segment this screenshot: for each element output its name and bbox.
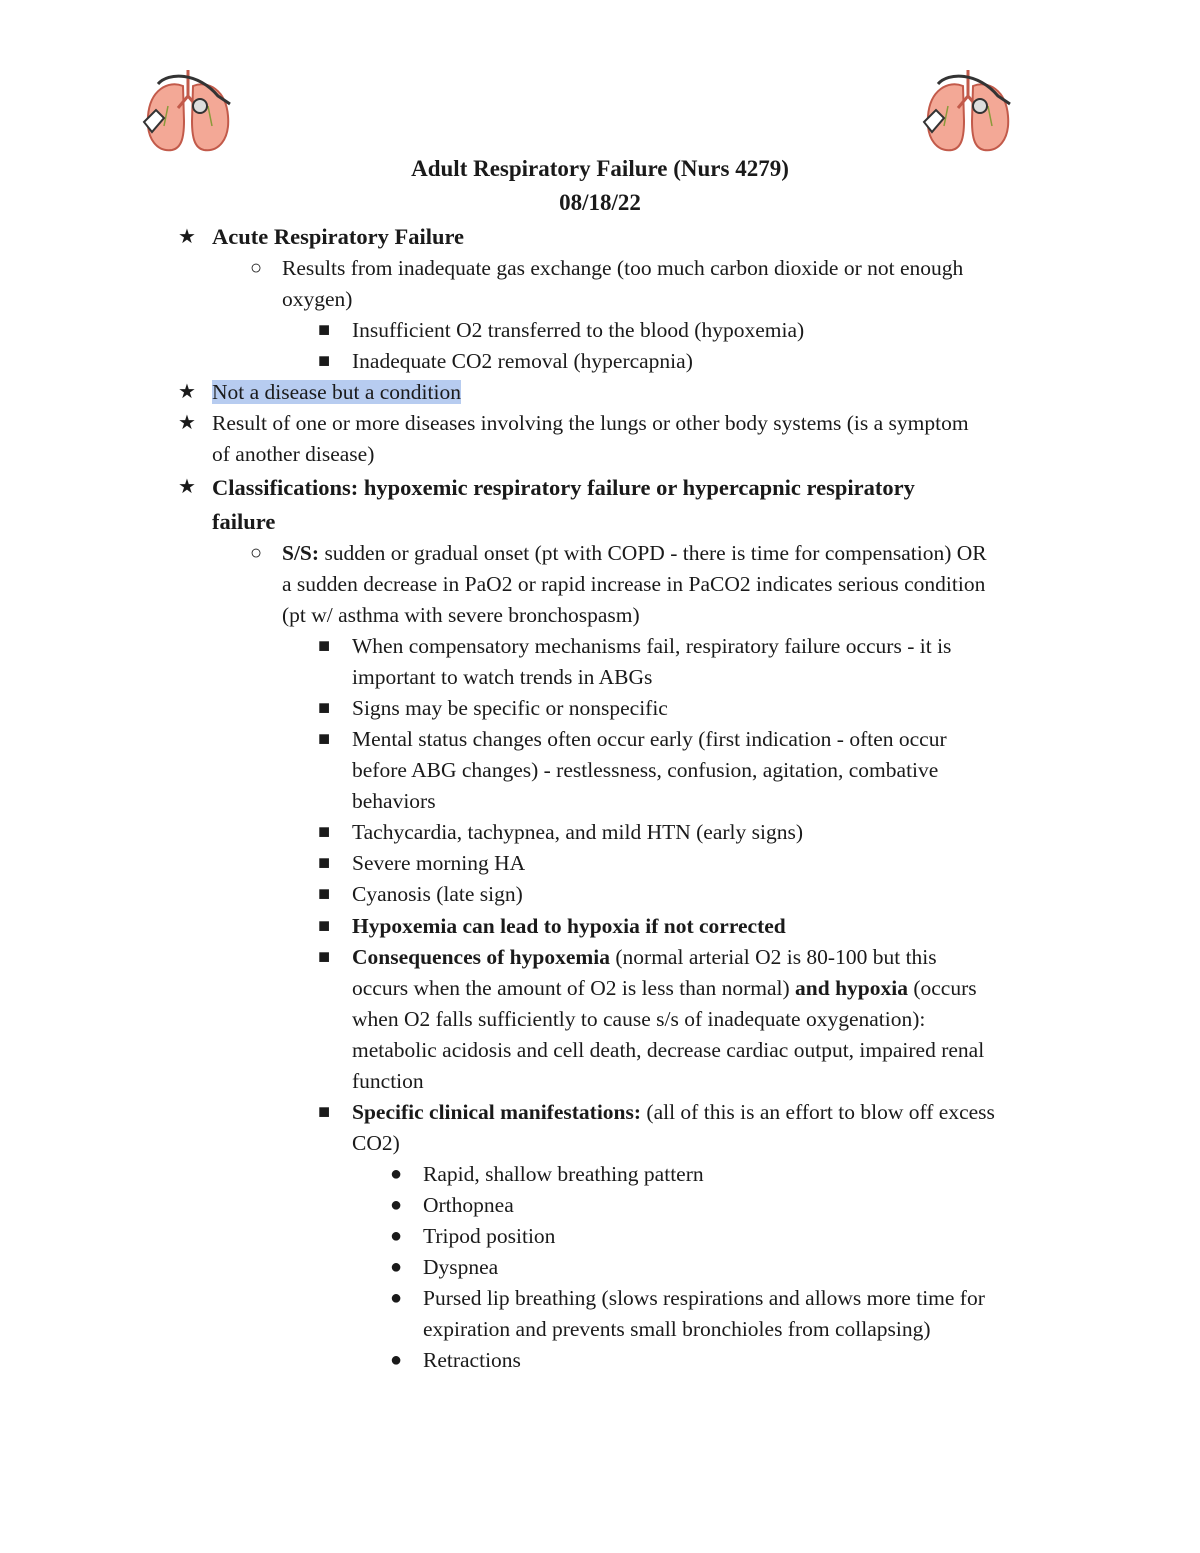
section-heading: failure [212, 509, 276, 534]
note-line: Mental status changes often occur early (first indication - often occur [352, 727, 947, 751]
square-bullet: ■ [318, 946, 331, 968]
note-line: Tachycardia, tachypnea, and mild HTN (early signs) [352, 820, 804, 844]
note-text: (all of this is an effort to blow off excess [646, 1100, 995, 1124]
square-bullet: ■ [318, 883, 331, 905]
ss-label: S/S: [282, 541, 320, 565]
note-text: sudden or gradual onset (pt with COPD - there is time for compensation) OR [324, 541, 987, 565]
disc-bullet: ● [390, 1349, 403, 1371]
lungs-icon [918, 66, 1018, 158]
page-title: Adult Respiratory Failure (Nurs 4279) [411, 156, 789, 181]
note-line: Dyspnea [423, 1255, 499, 1279]
circle-bullet: ○ [250, 257, 263, 279]
star-bullet: ★ [178, 381, 196, 403]
square-bullet: ■ [318, 350, 331, 372]
note-text: (occurs [913, 976, 977, 1000]
note-line: Insufficient O2 transferred to the blood (hypoxemia) [352, 318, 805, 342]
note-line: of another disease) [212, 442, 375, 466]
note-line: function [352, 1069, 424, 1093]
note-line: important to watch trends in ABGs [352, 665, 653, 689]
bold-text: Consequences of hypoxemia [352, 945, 611, 969]
square-bullet: ■ [318, 821, 331, 843]
note-line: Orthopnea [423, 1193, 514, 1217]
star-bullet: ★ [178, 412, 196, 434]
bold-text: and hypoxia [795, 976, 908, 1000]
note-line: Tripod position [423, 1224, 556, 1248]
section-heading: Classifications: hypoxemic respiratory failure or hypercapnic respiratory [212, 475, 915, 500]
star-bullet: ★ [178, 476, 196, 498]
note-line: when O2 falls sufficiently to cause s/s of inadequate oxygenation): [352, 1007, 926, 1031]
disc-bullet: ● [390, 1163, 403, 1185]
star-bullet: ★ [178, 226, 196, 248]
circle-bullet: ○ [250, 542, 263, 564]
disc-bullet: ● [390, 1287, 403, 1309]
note-line: Pursed lip breathing (slows respirations and allows more time for [423, 1286, 985, 1310]
note-text: (normal arterial O2 is 80-100 but this [615, 945, 937, 969]
note-line: metabolic acidosis and cell death, decrease cardiac output, impaired renal [352, 1038, 985, 1062]
page-date: 08/18/22 [559, 190, 641, 215]
lungs-icon [138, 66, 238, 158]
bold-text: Specific clinical manifestations: [352, 1100, 642, 1124]
note-line: behaviors [352, 789, 436, 813]
square-bullet: ■ [318, 728, 331, 750]
highlighted-text: Not a disease but a condition [212, 380, 461, 404]
note-line: expiration and prevents small bronchioles from collapsing) [423, 1317, 931, 1341]
note-line: Signs may be specific or nonspecific [352, 696, 668, 720]
disc-bullet: ● [390, 1256, 403, 1278]
note-line: a sudden decrease in PaO2 or rapid increase in PaCO2 indicates serious condition [282, 572, 986, 596]
note-line: Cyanosis (late sign) [352, 882, 523, 906]
note-line: Retractions [423, 1348, 521, 1372]
square-bullet: ■ [318, 319, 331, 341]
note-line: Inadequate CO2 removal (hypercapnia) [352, 349, 693, 373]
note-line: (pt w/ asthma with severe bronchospasm) [282, 603, 640, 627]
note-line: oxygen) [282, 287, 353, 311]
square-bullet: ■ [318, 697, 331, 719]
square-bullet: ■ [318, 915, 331, 937]
square-bullet: ■ [318, 852, 331, 874]
note-text: occurs when the amount of O2 is less than normal) [352, 976, 790, 1000]
note-line: Results from inadequate gas exchange (too much carbon dioxide or not enough [282, 256, 964, 280]
note-line: before ABG changes) - restlessness, confusion, agitation, combative [352, 758, 939, 782]
section-heading: Acute Respiratory Failure [212, 224, 465, 249]
note-line: Severe morning HA [352, 851, 526, 875]
disc-bullet: ● [390, 1225, 403, 1247]
note-line: Hypoxemia can lead to hypoxia if not corrected [352, 914, 786, 938]
square-bullet: ■ [318, 635, 331, 657]
note-line: When compensatory mechanisms fail, respiratory failure occurs - it is [352, 634, 952, 658]
disc-bullet: ● [390, 1194, 403, 1216]
note-line: CO2) [352, 1131, 400, 1155]
square-bullet: ■ [318, 1101, 331, 1123]
note-line: Rapid, shallow breathing pattern [423, 1162, 704, 1186]
note-line: Result of one or more diseases involving the lungs or other body systems (is a symptom [212, 411, 969, 435]
